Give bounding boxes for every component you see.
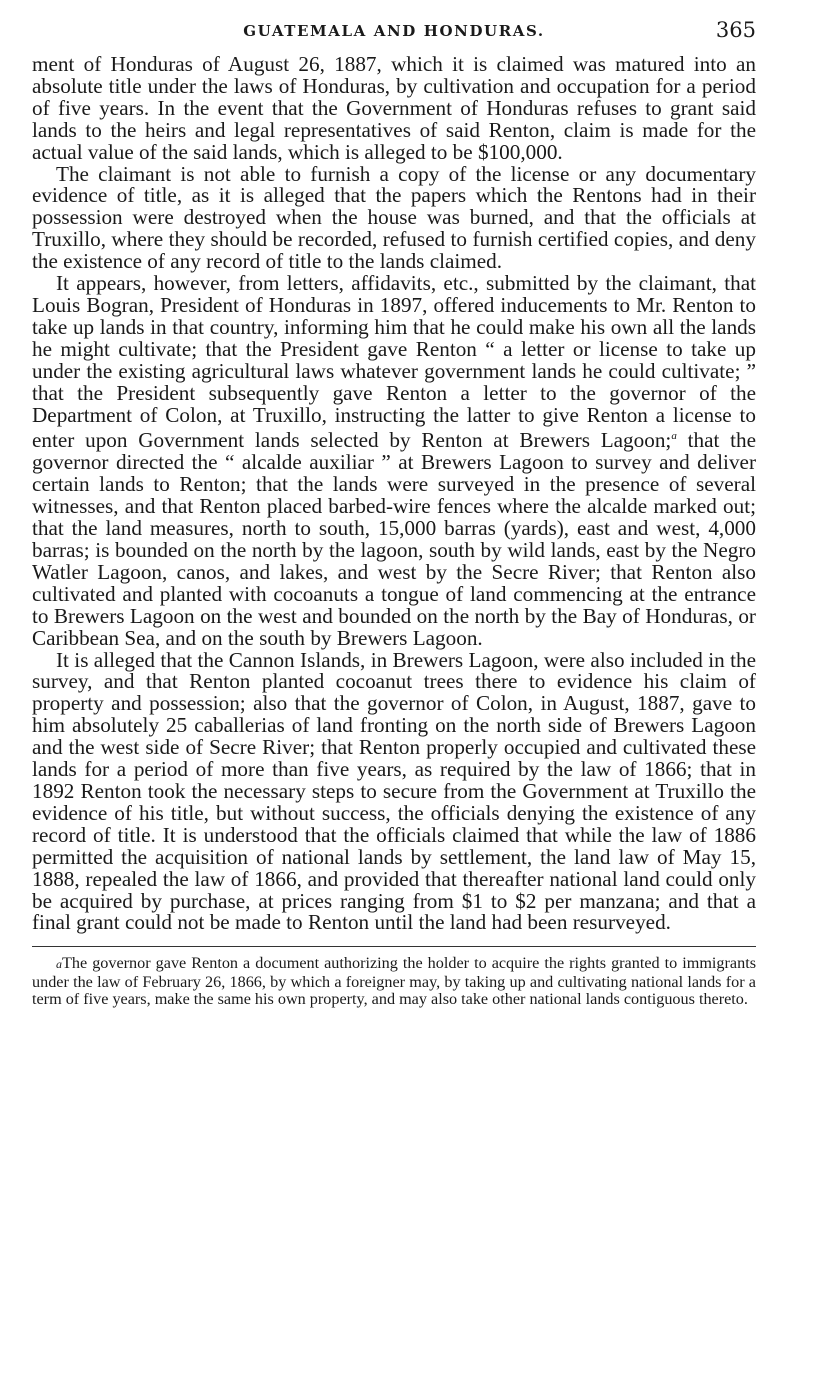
document-page	[32, 18, 756, 1008]
paragraph-3-text-a: It appears, however, from letters, affidavits, etc., submitted by the claimant, that Louis Bogran, President of Honduras in 1897, offered inducements to Mr. Renton to take up lands in that country, informing him that he could make his own all the lands he might cultivate; that the President gave Renton “ a letter or license to take up under the existing agricultural laws whatever government lands he could cultivate; ” that the President subsequently gave Renton a letter to the governor of the Department of Colon, at Truxillo, instructing the latter to give Renton a license to enter upon Government lands selected by Renton at Brewers Lagoon;	[32, 271, 756, 453]
footnote-marker: a	[56, 957, 62, 972]
paragraph-1: ment of Honduras of August 26, 1887, which it is claimed was matured into an absolute title under the laws of Honduras, by cultivation and occupation for a period of five years. In the event that the Government of Honduras refuses to grant said lands to the heirs and legal representatives of said Renton, claim is made for the actual value of the said lands, which is alleged to be $100,000.	[32, 52, 756, 164]
page-header	[32, 18, 756, 54]
footnote-reference[interactable]: a	[671, 430, 677, 443]
footnote-text: The governor gave Renton a document authorizing the holder to acquire the rights granted to immigrants under the law of February 26, 1866, by which a foreigner may, by taking up and cultivating national lands for a term of five years, make the same his own property, and may also take other national lands contiguous thereto.	[32, 954, 756, 1008]
paragraph-4: It is alleged that the Cannon Islands, in Brewers Lagoon, were also included in the survey, and that Renton planted cocoanut trees there to evidence his claim of property and possession; also that the governor of Colon, in August, 1887, gave to him absolutely 25 caballerias of land fronting on the north side of Brewers Lagoon and the west side of Secre River; that Renton properly occupied and cultivated these lands for a period of more than five years, as required by the law of 1866; that in 1892 Renton took the necessary steps to secure from the Government at Truxillo the evidence of his title, but without success, the officials denying the existence of any record of title. It is understood that the officials claimed that while the law of 1886 permitted the acquisition of national lands by settlement, the land law of May 15, 1888, repealed the law of 1866, and provided that thereafter national land could only be acquired by purchase, at prices ranging from $1 to $2 per manzana; and that a final grant could not be made to Renton until the land had been resurveyed.	[32, 647, 756, 935]
paragraph-3	[32, 273, 756, 649]
body-text	[32, 54, 756, 934]
footnote-divider	[32, 946, 756, 947]
paragraph-3-text-b: that the governor directed the “ alcalde auxiliar ” at Brewers Lagoon to survey and deliver certain lands to Renton; that the lands were surveyed in the presence of several witnesses, and that Renton placed barbed-wire fences where the alcalde marked out; that the land measures, north to south, 15,000 barras (yards), east and west, 4,000 barras; is bounded on the north by the lagoon, south by wild lands, east by the Negro Watler Lagoon, canos, and lakes, and west by the Secre River; that Renton also cultivated and planted with cocoanuts a tongue of land commencing at the entrance to Brewers Lagoon on the west and bounded on the north by the Bay of Honduras, or Caribbean Sea, and on the south by Brewers Lagoon.	[32, 428, 757, 650]
footnote	[32, 955, 756, 1008]
page-number: 365	[715, 18, 756, 42]
running-title: GUATEMALA AND HONDURAS.	[243, 22, 545, 40]
paragraph-2: The claimant is not able to furnish a copy of the license or any documentary evidence of title, as it is alleged that the papers which the Rentons had in their possession were destroyed when the house was burned, and that the officials at Truxillo, where they should be recorded, refused to furnish certified copies, and deny the existence of any record of title to the lands claimed.	[32, 161, 756, 274]
